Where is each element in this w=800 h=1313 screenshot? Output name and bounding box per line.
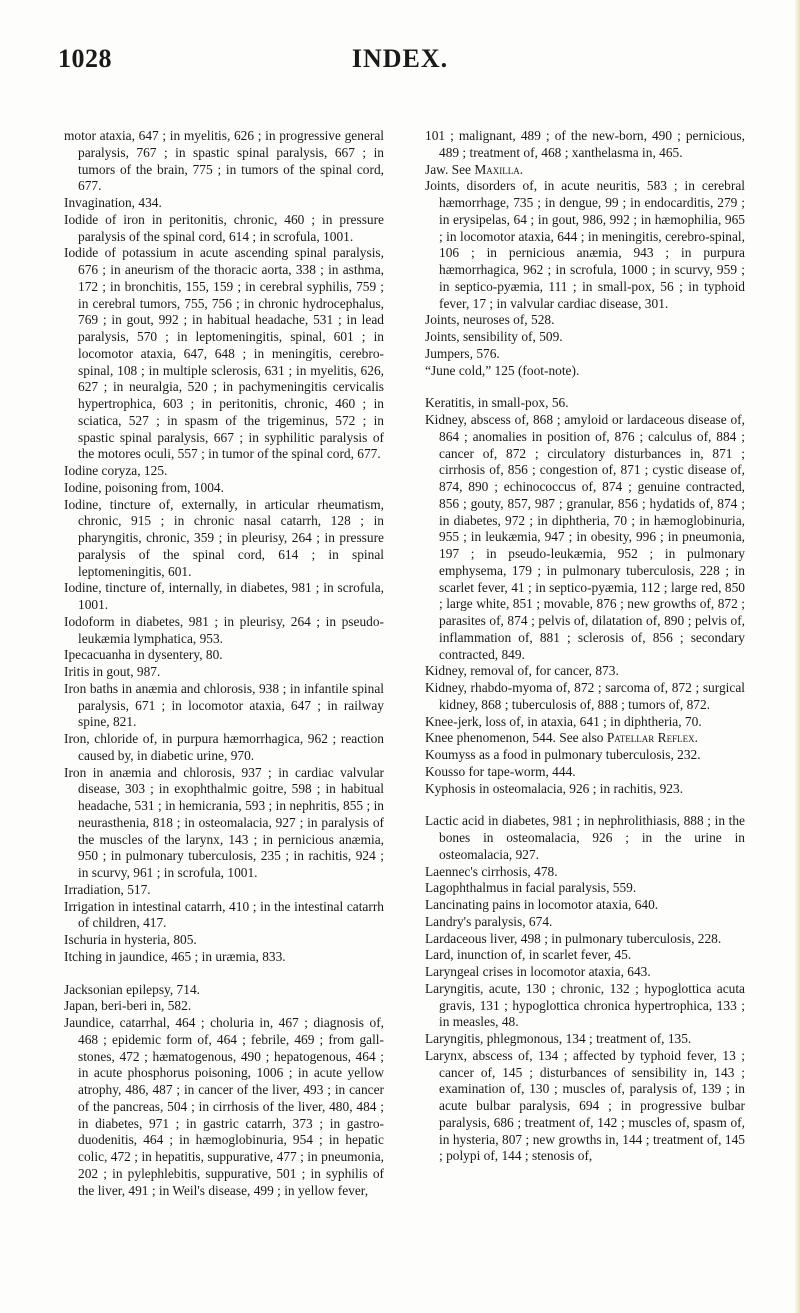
page-number: 1028 [58, 44, 112, 73]
entry-text: Itching in jaundice, 465 ; in uræmia, 833. [64, 948, 286, 964]
entry-text: Joints, sensibility of, 509. [425, 329, 563, 344]
index-entry [425, 747, 745, 764]
entry-text: Iodoform in diabetes, 981 ; in pleurisy, 264 ; in pseudo-leukæmia lymphatica, 953. [64, 613, 384, 646]
entry-text: Kousso for tape-worm, 444. [425, 763, 576, 779]
cross-reference: Maxilla [474, 161, 520, 177]
index-entry [425, 813, 745, 863]
entry-text: Iodine coryza, 125. [64, 463, 168, 478]
index-entry [64, 580, 384, 614]
index-entry [425, 346, 745, 363]
entry-text: Kidney, rhabdo-myoma of, 872 ; sarcoma of, 872 ; surgical kidney, 868 ; tuberculosis of, 888 ; tumors of, 872. [425, 680, 745, 712]
entry-text: motor ataxia, 647 ; in myelitis, 626 ; in progressive general paralysis, 767 ; in spastic spinal paralysis, 667 ; in tumors of the brain, 775 ; in tumors of the spinal cord, 677. [64, 128, 384, 194]
index-entry [425, 897, 745, 914]
entry-text: Iodine, tincture of, internally, in diabetes, 981 ; in scrofula, 1001. [64, 580, 384, 612]
entry-text: Kidney, removal of, for cancer, 873. [425, 663, 619, 679]
index-entry [425, 1031, 745, 1048]
entry-text: Iodine, poisoning from, 1004. [64, 479, 224, 495]
index-entry [425, 363, 745, 380]
index-entry [64, 497, 384, 581]
entry-text: Ischuria in hysteria, 805. [64, 932, 197, 947]
page-edge [794, 0, 800, 1313]
entry-text: Iodide of iron in peritonitis, chronic, 460 ; in pressure paralysis of the spinal cord, 614 ; in scrofula, 1001. [64, 211, 384, 244]
index-entry [425, 931, 745, 948]
entry-text: Jumpers, 576. [425, 345, 500, 361]
index-entry [425, 395, 745, 412]
entry-text: Jaundice, catarrhal, 464 ; choluria in, 467 ; diagnosis of, 468 ; epidemic form of, 464 ; febrile, 469 ; from gall-stones, 472 ; hæmatogenous, 490 ; hepatogenous, 464 ; in acute phosphorus poisoning, 1006 ; in acute yellow atrophy, 486, 487 ; in cancer of the liver, 493 ; in cancer of the pancreas, 504 ; in cirrhosis of the liver, 480, 484 ; in diabetes, 971 ; in gastric catarrh, 373 ; in gastro-duodenitis, 464 ; in hæmoglobinuria, 954 ; in hepatic colic, 472 ; in hepatitis, suppurative, 477 ; in pneumonia, 202 ; in pylephlebitis, suppurative, 501 ; in syphilis of the liver, 491 ; in Weil's disease, 499 ; in yellow fever, [64, 1015, 384, 1198]
entry-text: Landry's paralysis, 674. [425, 913, 553, 929]
entry-text: Larynx, abscess of, 134 ; affected by typhoid fever, 13 ; cancer of, 145 ; disturbances of sensibility in, 143 ; examination of, 130 ; muscles of, paralysis of, 139 ; in acute bulbar paralysis, 694 ; in progressive bulbar paralysis, 686 ; treatment of, 142 ; muscles of, spasm of, in hysteria, 807 ; new growths in, 144 ; treatment of, 145 ; polypi of, 144 ; stenosis of, [425, 1047, 745, 1164]
index-entry [64, 245, 384, 463]
index-entry [64, 731, 384, 765]
entry-text: Laryngitis, acute, 130 ; chronic, 132 ; hypoglottica acuta gravis, 131 ; hypoglottica chronica hypertrophica, 133 ; in measles, 48. [425, 980, 745, 1030]
entry-text: Kidney, abscess of, 868 ; amyloid or lardaceous disease of, 864 ; anomalies in position of, 876 ; calculus of, 884 ; cancer of, 872 ; circulatory disturbances in, 871 ; cirrhosis of, 856 ; congestion of, 871 ; cystic disease of, 874, 890 ; echinococcus of, 874 ; genuine contracted, 856 ; gouty, 857, 987 ; granular, 856 ; hydatids of, 874 ; in diabetes, 972 ; in diphtheria, 70 ; in hæmoglobinuria, 955 ; in leukæmia, 947 ; in obesity, 996 ; in pneumonia, 197 ; in pseudo-leukæmia, 952 ; in pulmonary emphysema, 179 ; in pulmonary tuberculosis, 228 ; in scarlet fever, 41 ; in septico-pyæmia, 112 ; large red, 850 ; large white, 851 ; movable, 876 ; new growths of, 872 ; parasites of, 874 ; pelvis of, dilatation of, 890 ; pelvis of, inflammation of, 881 ; sclerosis of, 856 ; secondary contracted, 849. [425, 412, 745, 662]
index-entry [425, 947, 745, 964]
index-entry [425, 178, 745, 312]
index-entry [425, 964, 745, 981]
index-entry [64, 195, 384, 212]
entry-text: “June cold,” 125 (foot-note). [425, 362, 580, 378]
entry-text: Irrigation in intestinal catarrh, 410 ; in the intestinal catarrh of children, 417. [64, 898, 384, 931]
index-entry [425, 714, 745, 731]
index-entry [425, 412, 745, 663]
index-entry [64, 949, 384, 966]
index-entry [64, 128, 384, 195]
entry-text: Jacksonian epilepsy, 714. [64, 981, 200, 997]
entry-text: Joints, neuroses of, 528. [425, 312, 555, 328]
entry-punctuation: . [694, 730, 698, 746]
entry-text: Laryngitis, phlegmonous, 134 ; treatment of, 135. [425, 1031, 692, 1046]
entry-text: Iron in anæmia and chlorosis, 937 ; in cardiac valvular disease, 303 ; in exophthalmic goitre, 598 ; in habitual headache, 531 ; in hemicrania, 593 ; in nephritis, 855 ; in neurasthenia, 818 ; in osteomalacia, 927 ; in paralysis of the muscles of the larynx, 143 ; in pernicious anæmia, 950 ; in pulmonary tuberculosis, 235 ; in rachitis, 924 ; in scurvy, 961 ; in scrofula, 1001. [64, 764, 384, 880]
index-entry [64, 463, 384, 480]
index-entry [64, 212, 384, 246]
entry-text: 101 ; malignant, 489 ; of the new-born, 490 ; pernicious, 489 ; treatment of, 468 ; xanthelasma in, 465. [425, 128, 745, 160]
entry-text: Koumyss as a food in pulmonary tuberculosis, 232. [425, 747, 701, 762]
entry-text: Kyphosis in osteomalacia, 926 ; in rachitis, 923. [425, 780, 684, 796]
entry-text: Iodine, tincture of, externally, in articular rheumatism, chronic, 915 ; in chronic nasal catarrh, 128 ; in pharyngitis, chronic, 359 ; in pleurisy, 264 ; in pressure paralysis of the spinal cord, 614 ; in spinal leptomeningitis, 601. [64, 496, 384, 579]
index-entry [425, 764, 745, 781]
entry-text: Lactic acid in diabetes, 981 ; in nephrolithiasis, 888 ; in the bones in osteomalacia, 926 ; in the urine in osteomalacia, 927. [425, 813, 745, 862]
index-entry [425, 781, 745, 798]
index-entry [64, 1015, 384, 1199]
entry-text: Knee phenomenon, 544. See also [425, 730, 607, 746]
index-entry [64, 932, 384, 949]
entry-text: Japan, beri-beri in, 582. [64, 998, 192, 1014]
page-title: INDEX. [351, 44, 449, 73]
entry-text: Irradiation, 517. [64, 881, 151, 897]
running-head [58, 44, 742, 84]
entry-text: Iodide of potassium in acute ascending spinal paralysis, 676 ; in aneurism of the thoracic aorta, 338 ; in asthma, 172 ; in bronchitis, 155, 159 ; in cerebral syphilis, 759 ; in cerebral tumors, 755, 756 ; in chronic hydrocephalus, 769 ; in gout, 992 ; in habitual headache, 531 ; in lead paralysis, 570 ; in leptomeningitis, spinal, 601 ; in locomotor ataxia, 647, 648 ; in meningitis, cerebro-spinal, 108 ; in multiple sclerosis, 631 ; in myelitis, 626, 627 ; in neuralgia, 520 ; in pachymeningitis cervicalis hypertrophica, 603 ; in peritonitis, chronic, 460 ; in sciatica, 527 ; in spasm of the trigeminus, 572 ; in spastic spinal paralysis, 667 ; in syphilitic paralysis of the motores oculi, 557 ; in tumor of the spinal cord, 677. [64, 245, 384, 462]
entry-text: Iron, chloride of, in purpura hæmorrhagica, 962 ; reaction caused by, in diabetic urine, 970. [64, 731, 384, 763]
cross-reference: Patellar Reflex [606, 730, 695, 746]
entry-text: Laennec's cirrhosis, 478. [425, 863, 558, 879]
entry-text: Lancinating pains in locomotor ataxia, 640. [425, 897, 659, 912]
index-entry [425, 162, 745, 179]
entry-text: Iritis in gout, 987. [64, 664, 161, 679]
index-entry [64, 664, 384, 681]
index-entry [425, 981, 745, 1031]
index-entry [425, 663, 745, 680]
entry-text: Keratitis, in small-pox, 56. [425, 395, 569, 411]
index-column-right [425, 128, 745, 1165]
index-entry [425, 730, 745, 747]
entry-text: Knee-jerk, loss of, in ataxia, 641 ; in diphtheria, 70. [425, 713, 702, 729]
index-entry [64, 998, 384, 1015]
index-entry [425, 128, 745, 162]
index-entry [64, 765, 384, 882]
index-entry [64, 647, 384, 664]
index-entry [425, 312, 745, 329]
index-entry [64, 480, 384, 497]
entry-text: Laryngeal crises in locomotor ataxia, 643. [425, 964, 651, 979]
entry-text: Joints, disorders of, in acute neuritis, 583 ; in cerebral hæmorrhage, 735 ; in dengue, 99 ; in endocarditis, 279 ; in erysipelas, 64 ; in gout, 986, 992 ; in hæmophilia, 965 ; in locomotor ataxia, 644 ; in meningitis, cerebro-spinal, 106 ; in pernicious anæmia, 943 ; in purpura hæmorrhagica, 962 ; in scrofula, 1000 ; in scurvy, 959 ; in septico-pyæmia, 111 ; in small-pox, 56 ; in typhoid fever, 17 ; in valvular cardiac disease, 301. [425, 178, 745, 311]
index-entry [64, 681, 384, 731]
entry-text: Invagination, 434. [64, 195, 162, 210]
index-entry [425, 329, 745, 346]
index-entry [425, 914, 745, 931]
index-entry [64, 899, 384, 933]
index-entry [64, 882, 384, 899]
index-entry [64, 614, 384, 648]
index-entry [425, 680, 745, 714]
entry-text: Lard, inunction of, in scarlet fever, 45. [425, 947, 632, 963]
entry-text: Iron baths in anæmia and chlorosis, 938 ; in infantile spinal paralysis, 671 ; in locomotor ataxia, 647 ; in railway spine, 821. [64, 680, 384, 730]
entry-punctuation: . [519, 161, 524, 177]
entry-text: Lagophthalmus in facial paralysis, 559. [425, 880, 637, 896]
entry-text: Lardaceous liver, 498 ; in pulmonary tuberculosis, 228. [425, 930, 722, 946]
index-entry [64, 982, 384, 999]
index-entry [425, 1048, 745, 1165]
index-entry [425, 880, 745, 897]
index-entry [425, 864, 745, 881]
entry-text: Jaw. See [425, 161, 475, 177]
index-column-left [64, 128, 384, 1199]
entry-text: Ipecacuanha in dysentery, 80. [64, 647, 223, 663]
